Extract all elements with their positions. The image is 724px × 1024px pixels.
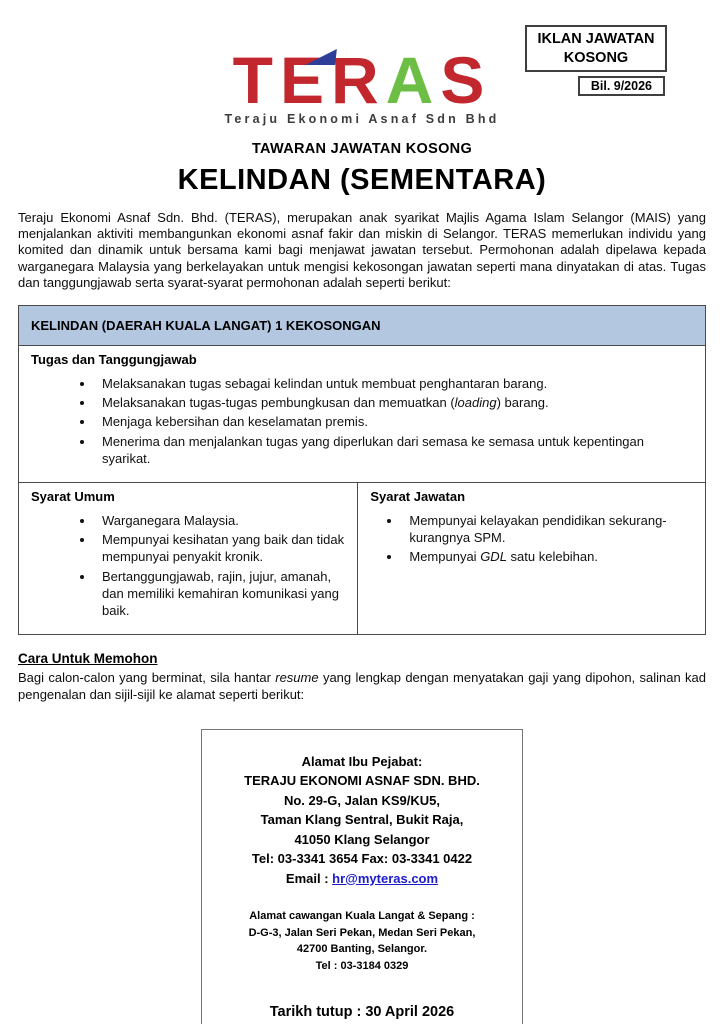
- list-item: • Menjaga kebersihan dan keselamatan premis.: [95, 414, 693, 431]
- table-row: [19, 483, 706, 635]
- logo-letter: S: [440, 43, 492, 117]
- address-line: Tel : 03-3184 0329: [315, 959, 409, 972]
- address-line: Tel: 03-3341 3654 Fax: 03-3341 0422: [251, 851, 473, 867]
- how-to-apply-title: Cara Untuk Memohon: [18, 650, 158, 666]
- iklan-jawatan-kosong-badge: IKLAN JAWATAN KOSONG: [525, 25, 667, 72]
- branch-address: [210, 908, 514, 974]
- closing-date: Tarikh tutup : 30 April 2026: [269, 1004, 455, 1021]
- logo-letter: E: [279, 43, 331, 117]
- address-line: Alamat cawangan Kuala Langat & Sepang :: [249, 910, 475, 923]
- table-row: [19, 345, 706, 482]
- list-item: • Bertanggungjawab, rajin, jujur, amanah, dan memiliki kemahiran komunikasi yang baik.: [95, 569, 345, 620]
- list-item: • Mempunyai GDL satu kelebihan.: [402, 549, 693, 566]
- hq-address: [210, 752, 514, 869]
- syarat-jawatan-cell: [358, 483, 706, 635]
- syarat-umum-title: Syarat Umum: [31, 489, 115, 505]
- list-item: • Melaksanakan tugas sebagai kelindan untuk membuat penghantaran barang.: [95, 376, 693, 393]
- vacancy-header-cell: KELINDAN (DAERAH KUALA LANGAT) 1 KEKOSONGAN: [19, 305, 706, 345]
- address-line: 41050 Klang Selangor: [294, 831, 430, 847]
- tasks-list: [31, 376, 693, 468]
- table-row: [19, 305, 706, 345]
- teras-logo-word: [232, 43, 492, 117]
- address-line: D-G-3, Jalan Seri Pekan, Medan Seri Pekan,: [248, 926, 476, 939]
- list-item: • Warganegara Malaysia.: [95, 513, 345, 530]
- syarat-jawatan-title: Syarat Jawatan: [370, 489, 466, 505]
- address-line: TERAJU EKONOMI ASNAF SDN. BHD.: [244, 773, 480, 789]
- logo-subtitle: Teraju Ekonomi Asnaf Sdn Bhd: [224, 111, 500, 126]
- syarat-jawatan-list: [370, 513, 693, 566]
- list-item: • Mempunyai kelayakan pendidikan sekurang-kurangnya SPM.: [402, 513, 693, 547]
- how-to-apply-paragraph: Bagi calon-calon yang berminat, sila hantar resume yang lengkap dengan menyatakan gaji yang dipohon, salinan kad pengenalan dan sijil-sijil ke alamat seperti berikut:: [18, 669, 706, 702]
- syarat-umum-list: [31, 513, 345, 619]
- list-item: • Melaksanakan tugas-tugas pembungkusan dan memuatkan (loading) barang.: [95, 395, 693, 412]
- document-subtitle: TAWARAN JAWATAN KOSONG: [251, 140, 473, 157]
- list-item: • Menerima dan menjalankan tugas yang diperlukan dari semasa ke semasa untuk kepentingan syarikat.: [95, 434, 693, 468]
- vacancy-table: [18, 305, 706, 635]
- logo-letter: T: [232, 43, 280, 117]
- tasks-cell: [19, 345, 706, 482]
- email-line: [210, 869, 514, 889]
- tasks-title: Tugas dan Tanggungjawab: [31, 351, 197, 367]
- syarat-umum-cell: [19, 483, 358, 635]
- logo-letter: A: [385, 43, 441, 117]
- address-line: No. 29-G, Jalan KS9/KU5,: [283, 792, 441, 808]
- address-box: [201, 729, 523, 1024]
- list-item: • Mempunyai kesihatan yang baik dan tidak mempunyai penyakit kronik.: [95, 532, 345, 566]
- address-line: Taman Klang Sentral, Bukit Raja,: [260, 812, 464, 828]
- bil-number-badge: Bil. 9/2026: [578, 76, 665, 96]
- logo-letter: R: [330, 43, 386, 117]
- address-line: 42700 Banting, Selangor.: [296, 943, 428, 956]
- logo-blue-triangle-icon: [305, 49, 337, 65]
- email-link[interactable]: hr@myteras.com: [332, 870, 439, 886]
- email-label: Email :: [285, 870, 333, 886]
- address-line: Alamat Ibu Pejabat:: [301, 753, 423, 769]
- page-title: KELINDAN (SEMENTARA): [177, 163, 547, 196]
- intro-paragraph: Teraju Ekonomi Asnaf Sdn. Bhd. (TERAS), merupakan anak syarikat Majlis Agama Islam Selangor (MAIS) yang menjalankan aktiviti membangunkan ekonomi asnaf fakir dan miskin di Selangor. TERAS memerlukan individu yang komited dan dinamik untuk bersama kami bagi menjawat jawatan tersebut. Permohonan adalah dipelawa kepada warganegara Malaysia yang berkelayakan untuk mengisi kekosongan jawatan seperti mana dinyatakan di atas. Tugas dan tanggungjawab serta syarat-syarat permohonan adalah seperti berikut:: [18, 209, 706, 291]
